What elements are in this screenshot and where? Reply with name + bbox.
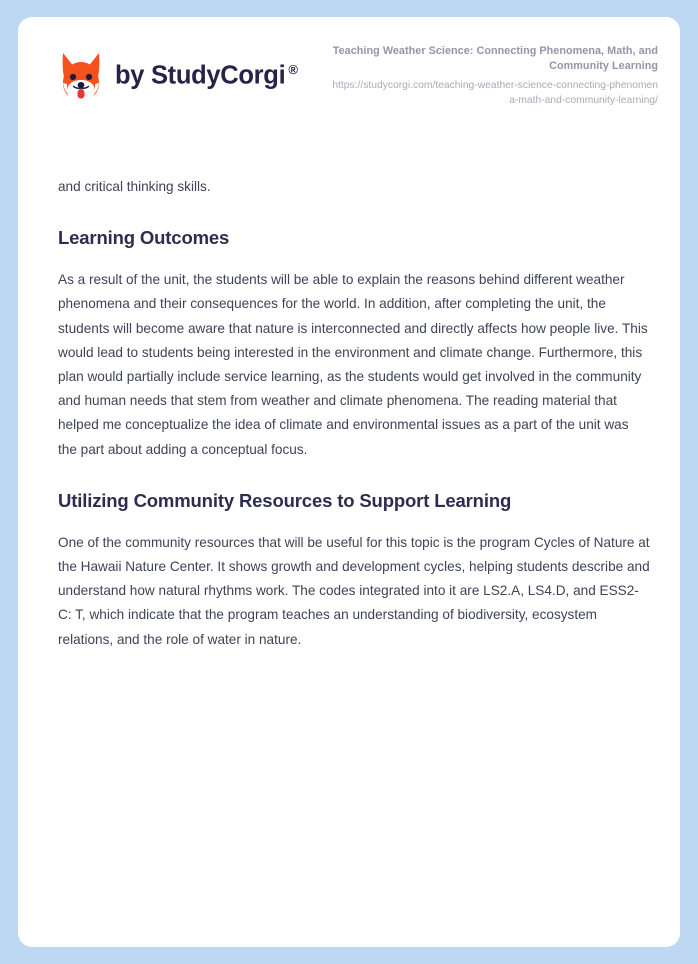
lead-paragraph: and critical thinking skills. bbox=[58, 179, 211, 194]
document-url[interactable]: https://studycorgi.com/teaching-weather-science-connecting-phenomena-math-and-community-learning/ bbox=[332, 80, 658, 106]
corgi-face-icon bbox=[58, 50, 104, 102]
brand-logo-block bbox=[58, 50, 298, 102]
section-paragraph-learning-outcomes: As a result of the unit, the students will be able to explain the reasons behind different weather phenomena and their consequences for the world. In addition, after completing the unit, the students will become aware that nature is interconnected and directly affects how people live. This would lead to students being interested in the environment and climate change. Furthermore, this plan would partially include service learning, as the students would get involved in the community and human needs that stem from weather and climate phenomena. The reading material that helped me conceptualize the idea of climate and environmental issues as a part of the unit was the part about adding a conceptual focus. bbox=[58, 272, 648, 457]
brand-name bbox=[115, 63, 298, 89]
document-page-card bbox=[18, 17, 680, 947]
brand-name-text: by StudyCorgi bbox=[115, 61, 286, 90]
document-header bbox=[18, 17, 680, 135]
section-heading-community-resources: Utilizing Community Resources to Support Learning bbox=[58, 489, 512, 511]
section-heading-learning-outcomes: Learning Outcomes bbox=[58, 227, 230, 249]
document-body bbox=[58, 175, 650, 652]
document-meta bbox=[328, 44, 658, 109]
section-paragraph-community-resources: One of the community resources that will be useful for this topic is the program Cycles of Nature at the Hawaii Nature Center. It shows growth and development cycles, helping students describe and understand how natural rhythms work. The codes integrated into it are LS2.A, LS4.D, and ESS2-C: T, which indicate that the program teaches an understanding of biodiversity, ecosystem relations, and the role of water in nature. bbox=[58, 534, 650, 647]
registered-trademark-icon: ® bbox=[288, 62, 298, 77]
document-title: Teaching Weather Science: Connecting Phenomena, Math, and Community Learning bbox=[332, 44, 658, 72]
